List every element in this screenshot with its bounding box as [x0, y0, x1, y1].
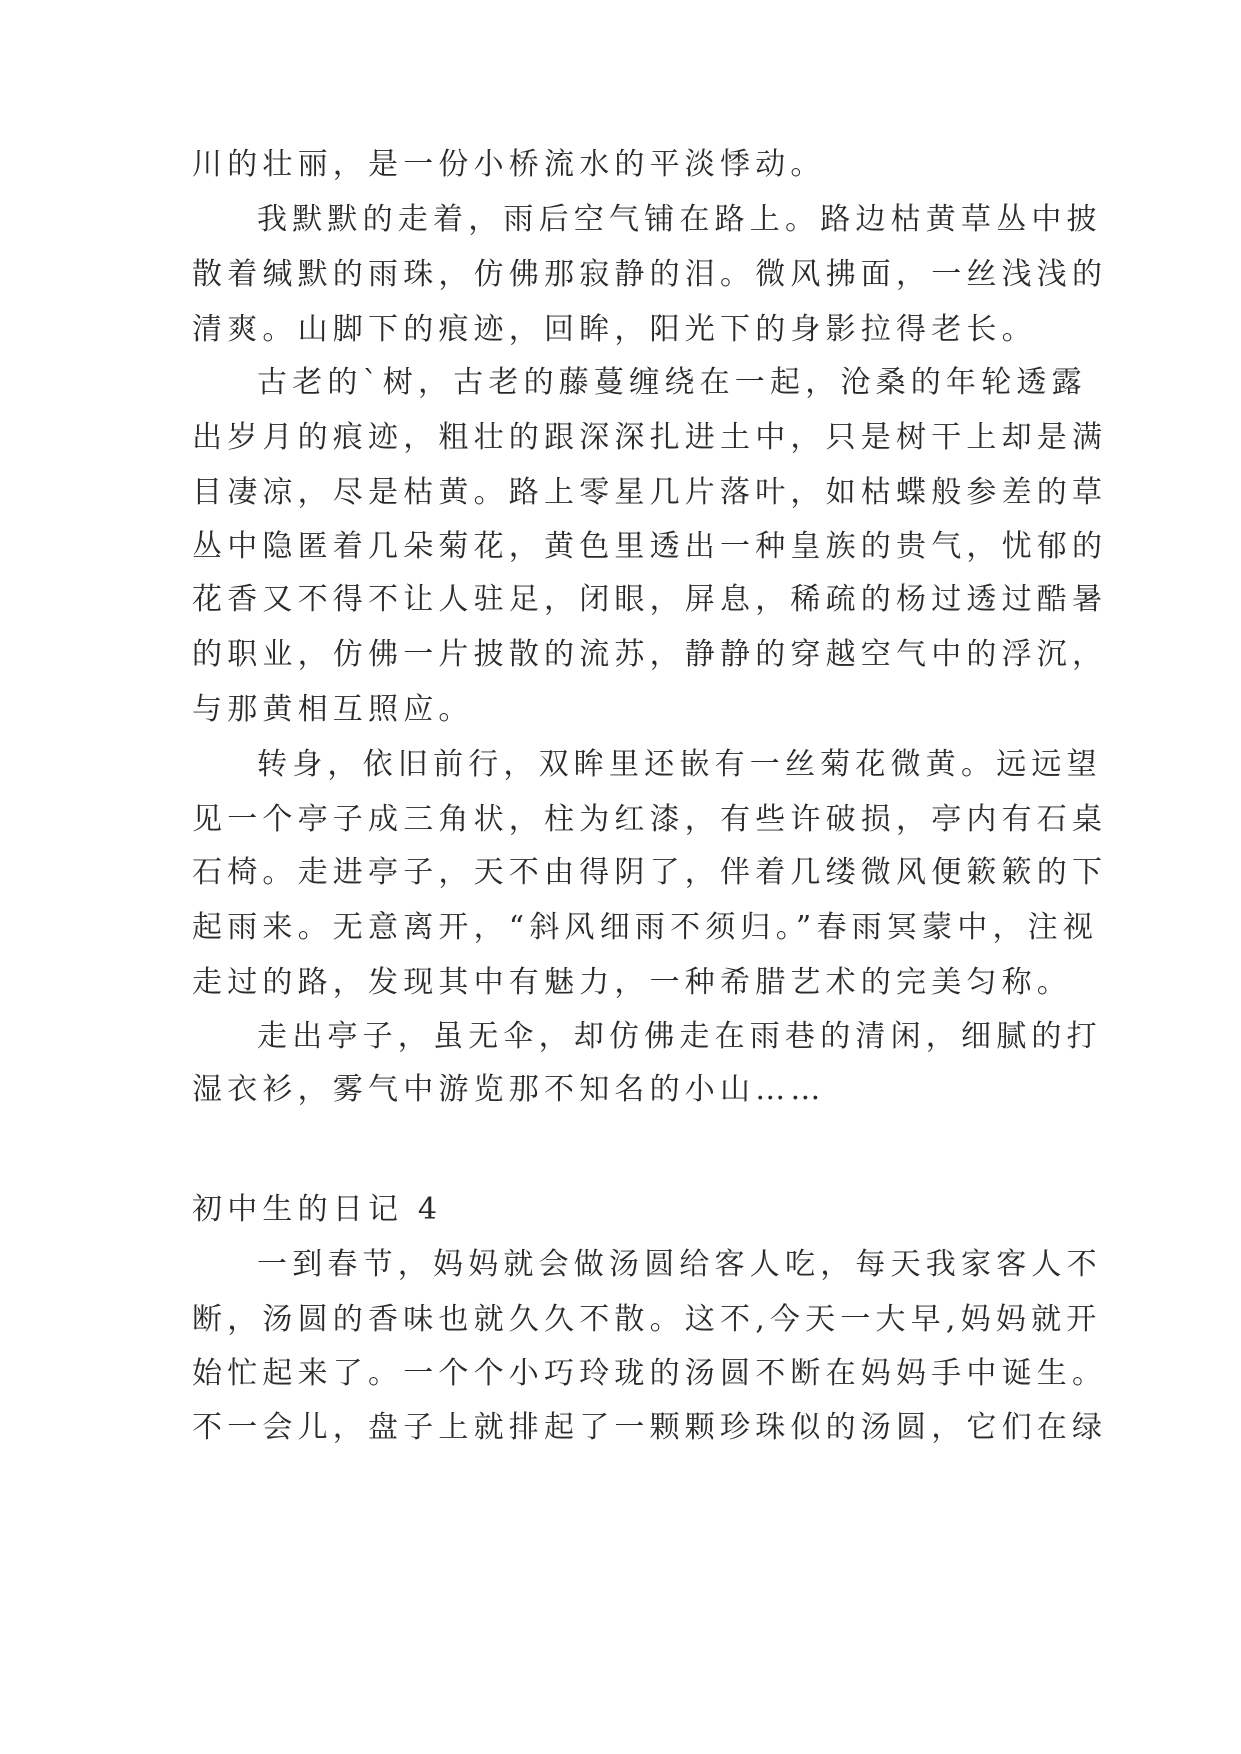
paragraph-5-line-2: 断，汤圆的香味也就久久不散。这不,今天一大早,妈妈就开	[192, 1302, 1102, 1337]
paragraph-4-line-1: 走出亭子，虽无伞，却仿佛走在雨巷的清闲，细腻的打	[257, 1019, 1102, 1054]
paragraph-1-line-1: 我默默的走着，雨后空气铺在路上。路边枯黄草丛中披	[257, 202, 1102, 237]
paragraph-1-line-3: 清爽。山脚下的痕迹，回眸，阳光下的身影拉得老长。	[192, 312, 1037, 347]
paragraph-3-line-5: 走过的路，发现其中有魅力，一种希腊艺术的完美匀称。	[192, 965, 1072, 1000]
paragraph-4-line-2: 湿衣衫，雾气中游览那不知名的小山……	[192, 1072, 826, 1107]
paragraph-1-line-2: 散着缄默的雨珠，仿佛那寂静的泪。微风拂面，一丝浅浅的	[192, 257, 1108, 292]
paragraph-2-line-7: 与那黄相互照应。	[192, 692, 474, 727]
paragraph-5-line-1: 一到春节，妈妈就会做汤圆给客人吃，每天我家客人不	[257, 1247, 1102, 1282]
paragraph-continuation-line: 川的壮丽，是一份小桥流水的平淡悸动。	[192, 147, 826, 182]
paragraph-2-line-4: 丛中隐匿着几朵菊花，黄色里透出一种皇族的贵气，忧郁的	[192, 529, 1108, 564]
paragraph-5-line-4: 不一会儿，盘子上就排起了一颗颗珍珠似的汤圆，它们在绿	[192, 1410, 1108, 1445]
paragraph-2-line-2: 出岁月的痕迹，粗壮的跟深深扎进土中，只是树干上却是满	[192, 420, 1108, 455]
paragraph-3-line-1: 转身，依旧前行，双眸里还嵌有一丝菊花微黄。远远望	[257, 747, 1102, 782]
paragraph-3-line-2: 见一个亭子成三角状，柱为红漆，有些许破损，亭内有石桌	[192, 802, 1108, 837]
paragraph-2-line-6: 的职业，仿佛一片披散的流苏，静静的穿越空气中的浮沉，	[192, 637, 1108, 672]
paragraph-2-line-5: 花香又不得不让人驻足，闭眼，屏息，稀疏的杨过透过酷暑	[192, 582, 1108, 617]
paragraph-3-line-4: 起雨来。无意离开，“斜风细雨不须归。”春雨冥蒙中，注视	[192, 910, 1099, 945]
diary-heading: 初中生的日记 4	[192, 1192, 443, 1227]
paragraph-2-line-3: 目凄凉，尽是枯黄。路上零星几片落叶，如枯蝶般参差的草	[192, 475, 1108, 510]
paragraph-5-line-3: 始忙起来了。一个个小巧玲珑的汤圆不断在妈妈手中诞生。	[192, 1356, 1108, 1391]
paragraph-3-line-3: 石椅。走进亭子，天不由得阴了，伴着几缕微风便簌簌的下	[192, 855, 1108, 890]
paragraph-2-line-1: 古老的`树，古老的藤蔓缠绕在一起，沧桑的年轮透露	[257, 365, 1087, 400]
